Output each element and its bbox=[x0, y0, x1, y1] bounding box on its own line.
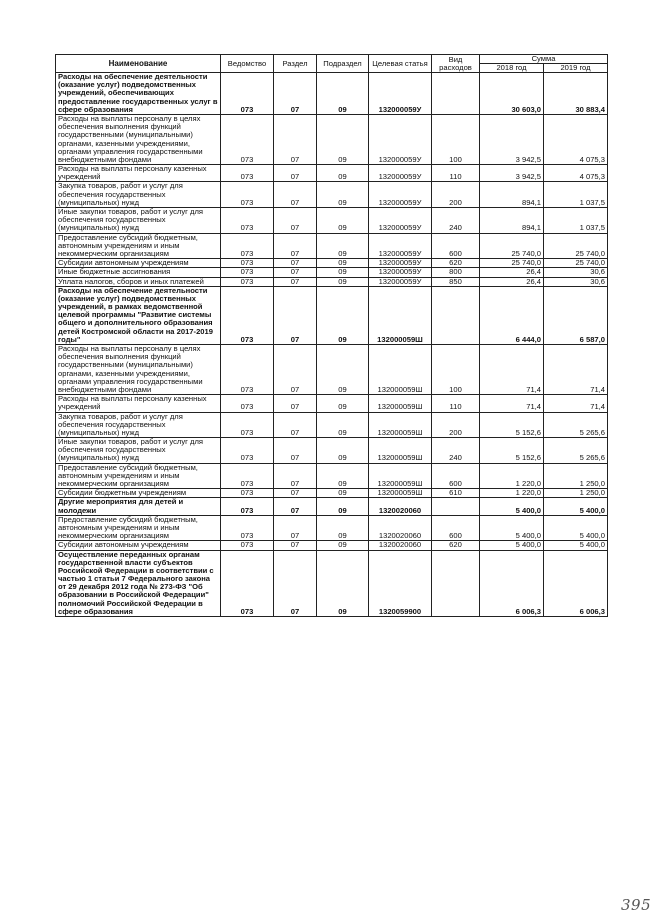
cell-section: 07 bbox=[274, 165, 317, 182]
cell-dept: 073 bbox=[221, 550, 274, 617]
cell-name: Расходы на обеспечение деятельности (оказание услуг) подведомственных учреждений, обеспечивающих предоставление государственных услуг в сфере образования bbox=[56, 73, 221, 115]
cell-section: 07 bbox=[274, 498, 317, 515]
header-subsection: Подраздел bbox=[317, 55, 369, 73]
cell-2019: 71,4 bbox=[544, 345, 608, 395]
cell-target: 132000059У bbox=[369, 73, 432, 115]
cell-section: 07 bbox=[274, 208, 317, 234]
cell-subsection: 09 bbox=[317, 277, 369, 286]
cell-2018: 26,4 bbox=[480, 277, 544, 286]
cell-name: Осуществление переданных органам государственной власти субъектов Российской Федерации в соответствии с частью 1 статьи 7 Федерального закона от 29 декабря 2012 года № 273-ФЗ "Об образовании в Российской Федерации" полномочий Российской Федерации в сфере образования bbox=[56, 550, 221, 617]
cell-2019: 30,6 bbox=[544, 268, 608, 277]
header-section: Раздел bbox=[274, 55, 317, 73]
cell-dept: 073 bbox=[221, 345, 274, 395]
cell-2018: 71,4 bbox=[480, 395, 544, 412]
cell-target: 132000059У bbox=[369, 114, 432, 164]
cell-section: 07 bbox=[274, 277, 317, 286]
table-body bbox=[56, 73, 608, 617]
header-exp-type: Вид расходов bbox=[432, 55, 480, 73]
cell-dept: 073 bbox=[221, 498, 274, 515]
cell-name: Иные закупки товаров, работ и услуг для обеспечения государственных (муниципальных) нужд bbox=[56, 208, 221, 234]
cell-section: 07 bbox=[274, 515, 317, 541]
cell-subsection: 09 bbox=[317, 165, 369, 182]
cell-section: 07 bbox=[274, 73, 317, 115]
cell-dept: 073 bbox=[221, 268, 274, 277]
cell-2018: 1 220,0 bbox=[480, 489, 544, 498]
cell-section: 07 bbox=[274, 463, 317, 489]
cell-target: 132000059У bbox=[369, 268, 432, 277]
cell-target: 132000059У bbox=[369, 259, 432, 268]
cell-section: 07 bbox=[274, 233, 317, 259]
cell-exp-type: 850 bbox=[432, 277, 480, 286]
table-row bbox=[56, 498, 608, 515]
cell-subsection: 09 bbox=[317, 489, 369, 498]
table-row bbox=[56, 165, 608, 182]
cell-dept: 073 bbox=[221, 489, 274, 498]
cell-exp-type: 200 bbox=[432, 182, 480, 208]
cell-target: 132000059У bbox=[369, 277, 432, 286]
cell-dept: 073 bbox=[221, 165, 274, 182]
cell-dept: 073 bbox=[221, 395, 274, 412]
cell-target: 132000059У bbox=[369, 165, 432, 182]
cell-target: 132000059У bbox=[369, 182, 432, 208]
cell-exp-type: 800 bbox=[432, 268, 480, 277]
table-row bbox=[56, 345, 608, 395]
cell-subsection: 09 bbox=[317, 208, 369, 234]
cell-name: Уплата налогов, сборов и иных платежей bbox=[56, 277, 221, 286]
cell-2018: 25 740,0 bbox=[480, 233, 544, 259]
cell-exp-type: 200 bbox=[432, 412, 480, 438]
table-row bbox=[56, 550, 608, 617]
cell-name: Расходы на обеспечение деятельности (оказание услуг) подведомственных учреждений, в рамках ведомственной целевой программы "Развитие системы общего и дополнительного образования детей Костромской области на 2017-2019 годы" bbox=[56, 286, 221, 344]
cell-2019: 1 037,5 bbox=[544, 208, 608, 234]
cell-exp-type bbox=[432, 550, 480, 617]
cell-exp-type: 600 bbox=[432, 463, 480, 489]
cell-2018: 5 400,0 bbox=[480, 515, 544, 541]
table-row bbox=[56, 277, 608, 286]
budget-table-sheet bbox=[55, 54, 651, 914]
cell-exp-type: 240 bbox=[432, 208, 480, 234]
cell-subsection: 09 bbox=[317, 463, 369, 489]
cell-subsection: 09 bbox=[317, 114, 369, 164]
cell-target: 132000059Ш bbox=[369, 286, 432, 344]
cell-dept: 073 bbox=[221, 463, 274, 489]
cell-2018: 894,1 bbox=[480, 208, 544, 234]
cell-dept: 073 bbox=[221, 233, 274, 259]
budget-table bbox=[55, 54, 608, 617]
table-row bbox=[56, 208, 608, 234]
cell-exp-type bbox=[432, 73, 480, 115]
cell-section: 07 bbox=[274, 259, 317, 268]
cell-name: Иные бюджетные ассигнования bbox=[56, 268, 221, 277]
cell-2019: 4 075,3 bbox=[544, 165, 608, 182]
cell-2019: 1 250,0 bbox=[544, 463, 608, 489]
cell-target: 1320059900 bbox=[369, 550, 432, 617]
table-row bbox=[56, 463, 608, 489]
cell-dept: 073 bbox=[221, 515, 274, 541]
cell-target: 132000059Ш bbox=[369, 395, 432, 412]
table-row bbox=[56, 412, 608, 438]
cell-dept: 073 bbox=[221, 114, 274, 164]
cell-section: 07 bbox=[274, 345, 317, 395]
cell-dept: 073 bbox=[221, 259, 274, 268]
cell-2019: 25 740,0 bbox=[544, 233, 608, 259]
cell-name: Закупка товаров, работ и услуг для обеспечения государственных (муниципальных) нужд bbox=[56, 182, 221, 208]
cell-2018: 30 603,0 bbox=[480, 73, 544, 115]
cell-name: Предоставление субсидий бюджетным, автономным учреждениям и иным некоммерческим организациям bbox=[56, 463, 221, 489]
cell-target: 132000059Ш bbox=[369, 463, 432, 489]
cell-exp-type: 610 bbox=[432, 489, 480, 498]
cell-target: 1320020060 bbox=[369, 498, 432, 515]
cell-target: 1320020060 bbox=[369, 515, 432, 541]
cell-subsection: 09 bbox=[317, 541, 369, 550]
cell-section: 07 bbox=[274, 182, 317, 208]
cell-subsection: 09 bbox=[317, 515, 369, 541]
cell-subsection: 09 bbox=[317, 286, 369, 344]
cell-subsection: 09 bbox=[317, 268, 369, 277]
cell-subsection: 09 bbox=[317, 233, 369, 259]
cell-name: Расходы на выплаты персоналу казенных учреждений bbox=[56, 165, 221, 182]
cell-subsection: 09 bbox=[317, 73, 369, 115]
header-target: Целевая статья bbox=[369, 55, 432, 73]
cell-section: 07 bbox=[274, 412, 317, 438]
cell-name: Расходы на выплаты персоналу в целях обеспечения выполнения функций государственными (муниципальными) органами, казенными учреждениями, органами управления государственными внебюджетными фондами bbox=[56, 345, 221, 395]
cell-2018: 894,1 bbox=[480, 182, 544, 208]
header-sum: Сумма bbox=[480, 55, 608, 64]
cell-2019: 25 740,0 bbox=[544, 259, 608, 268]
cell-exp-type: 100 bbox=[432, 114, 480, 164]
table-row bbox=[56, 182, 608, 208]
cell-dept: 073 bbox=[221, 412, 274, 438]
cell-target: 132000059Ш bbox=[369, 489, 432, 498]
cell-name: Субсидии автономным учреждениям bbox=[56, 259, 221, 268]
cell-2019: 71,4 bbox=[544, 395, 608, 412]
cell-target: 132000059Ш bbox=[369, 412, 432, 438]
cell-dept: 073 bbox=[221, 277, 274, 286]
cell-exp-type: 100 bbox=[432, 345, 480, 395]
cell-subsection: 09 bbox=[317, 550, 369, 617]
cell-subsection: 09 bbox=[317, 345, 369, 395]
cell-name: Предоставление субсидий бюджетным, автономным учреждениям и иным некоммерческим организациям bbox=[56, 515, 221, 541]
cell-2019: 5 265,6 bbox=[544, 438, 608, 464]
cell-2018: 5 400,0 bbox=[480, 541, 544, 550]
cell-target: 132000059Ш bbox=[369, 345, 432, 395]
cell-name: Предоставление субсидий бюджетным, автономным учреждениям и иным некоммерческим организациям bbox=[56, 233, 221, 259]
table-row bbox=[56, 515, 608, 541]
cell-name: Расходы на выплаты персоналу в целях обеспечения выполнения функций государственными (муниципальными) органами, казенными учреждениями, органами управления государственными внебюджетными фондами bbox=[56, 114, 221, 164]
cell-2018: 5 400,0 bbox=[480, 498, 544, 515]
table-row bbox=[56, 541, 608, 550]
cell-2019: 5 400,0 bbox=[544, 541, 608, 550]
header-year-2018: 2018 год bbox=[480, 64, 544, 73]
cell-name: Иные закупки товаров, работ и услуг для обеспечения государственных (муниципальных) нужд bbox=[56, 438, 221, 464]
cell-exp-type: 620 bbox=[432, 259, 480, 268]
header-dept: Ведомство bbox=[221, 55, 274, 73]
cell-exp-type: 620 bbox=[432, 541, 480, 550]
cell-subsection: 09 bbox=[317, 395, 369, 412]
cell-section: 07 bbox=[274, 550, 317, 617]
cell-target: 132000059У bbox=[369, 233, 432, 259]
table-row bbox=[56, 395, 608, 412]
cell-target: 132000059Ш bbox=[369, 438, 432, 464]
cell-target: 132000059У bbox=[369, 208, 432, 234]
cell-exp-type: 110 bbox=[432, 395, 480, 412]
cell-section: 07 bbox=[274, 438, 317, 464]
cell-exp-type: 240 bbox=[432, 438, 480, 464]
cell-2018: 5 152,6 bbox=[480, 412, 544, 438]
cell-2019: 5 400,0 bbox=[544, 498, 608, 515]
table-row bbox=[56, 73, 608, 115]
table-row bbox=[56, 114, 608, 164]
cell-2018: 1 220,0 bbox=[480, 463, 544, 489]
cell-2018: 3 942,5 bbox=[480, 165, 544, 182]
cell-exp-type: 600 bbox=[432, 233, 480, 259]
cell-2019: 30 883,4 bbox=[544, 73, 608, 115]
cell-exp-type bbox=[432, 286, 480, 344]
handwritten-page-number: 395 bbox=[621, 896, 651, 914]
cell-name: Другие мероприятия для детей и молодежи bbox=[56, 498, 221, 515]
cell-target: 1320020060 bbox=[369, 541, 432, 550]
cell-2018: 6 006,3 bbox=[480, 550, 544, 617]
cell-subsection: 09 bbox=[317, 259, 369, 268]
cell-2018: 26,4 bbox=[480, 268, 544, 277]
cell-dept: 073 bbox=[221, 541, 274, 550]
cell-2018: 5 152,6 bbox=[480, 438, 544, 464]
cell-2019: 1 250,0 bbox=[544, 489, 608, 498]
cell-exp-type: 110 bbox=[432, 165, 480, 182]
cell-exp-type: 600 bbox=[432, 515, 480, 541]
cell-dept: 073 bbox=[221, 438, 274, 464]
cell-subsection: 09 bbox=[317, 412, 369, 438]
cell-dept: 073 bbox=[221, 182, 274, 208]
cell-section: 07 bbox=[274, 541, 317, 550]
table-row bbox=[56, 438, 608, 464]
cell-2018: 3 942,5 bbox=[480, 114, 544, 164]
cell-2019: 6 006,3 bbox=[544, 550, 608, 617]
cell-section: 07 bbox=[274, 114, 317, 164]
cell-name: Закупка товаров, работ и услуг для обеспечения государственных (муниципальных) нужд bbox=[56, 412, 221, 438]
cell-name: Расходы на выплаты персоналу казенных учреждений bbox=[56, 395, 221, 412]
cell-section: 07 bbox=[274, 395, 317, 412]
cell-2019: 4 075,3 bbox=[544, 114, 608, 164]
cell-2018: 71,4 bbox=[480, 345, 544, 395]
cell-dept: 073 bbox=[221, 73, 274, 115]
cell-name: Субсидии бюджетным учреждениям bbox=[56, 489, 221, 498]
cell-2019: 5 400,0 bbox=[544, 515, 608, 541]
header-year-2019: 2019 год bbox=[544, 64, 608, 73]
cell-2019: 5 265,6 bbox=[544, 412, 608, 438]
cell-2019: 1 037,5 bbox=[544, 182, 608, 208]
cell-name: Субсидии автономным учреждениям bbox=[56, 541, 221, 550]
cell-exp-type bbox=[432, 498, 480, 515]
cell-2019: 6 587,0 bbox=[544, 286, 608, 344]
cell-dept: 073 bbox=[221, 208, 274, 234]
cell-dept: 073 bbox=[221, 286, 274, 344]
cell-subsection: 09 bbox=[317, 498, 369, 515]
cell-subsection: 09 bbox=[317, 438, 369, 464]
cell-section: 07 bbox=[274, 489, 317, 498]
cell-2018: 6 444,0 bbox=[480, 286, 544, 344]
cell-2018: 25 740,0 bbox=[480, 259, 544, 268]
cell-section: 07 bbox=[274, 268, 317, 277]
cell-section: 07 bbox=[274, 286, 317, 344]
cell-2019: 30,6 bbox=[544, 277, 608, 286]
cell-subsection: 09 bbox=[317, 182, 369, 208]
table-row bbox=[56, 268, 608, 277]
table-row bbox=[56, 286, 608, 344]
header-name: Наименование bbox=[56, 55, 221, 73]
table-row bbox=[56, 233, 608, 259]
